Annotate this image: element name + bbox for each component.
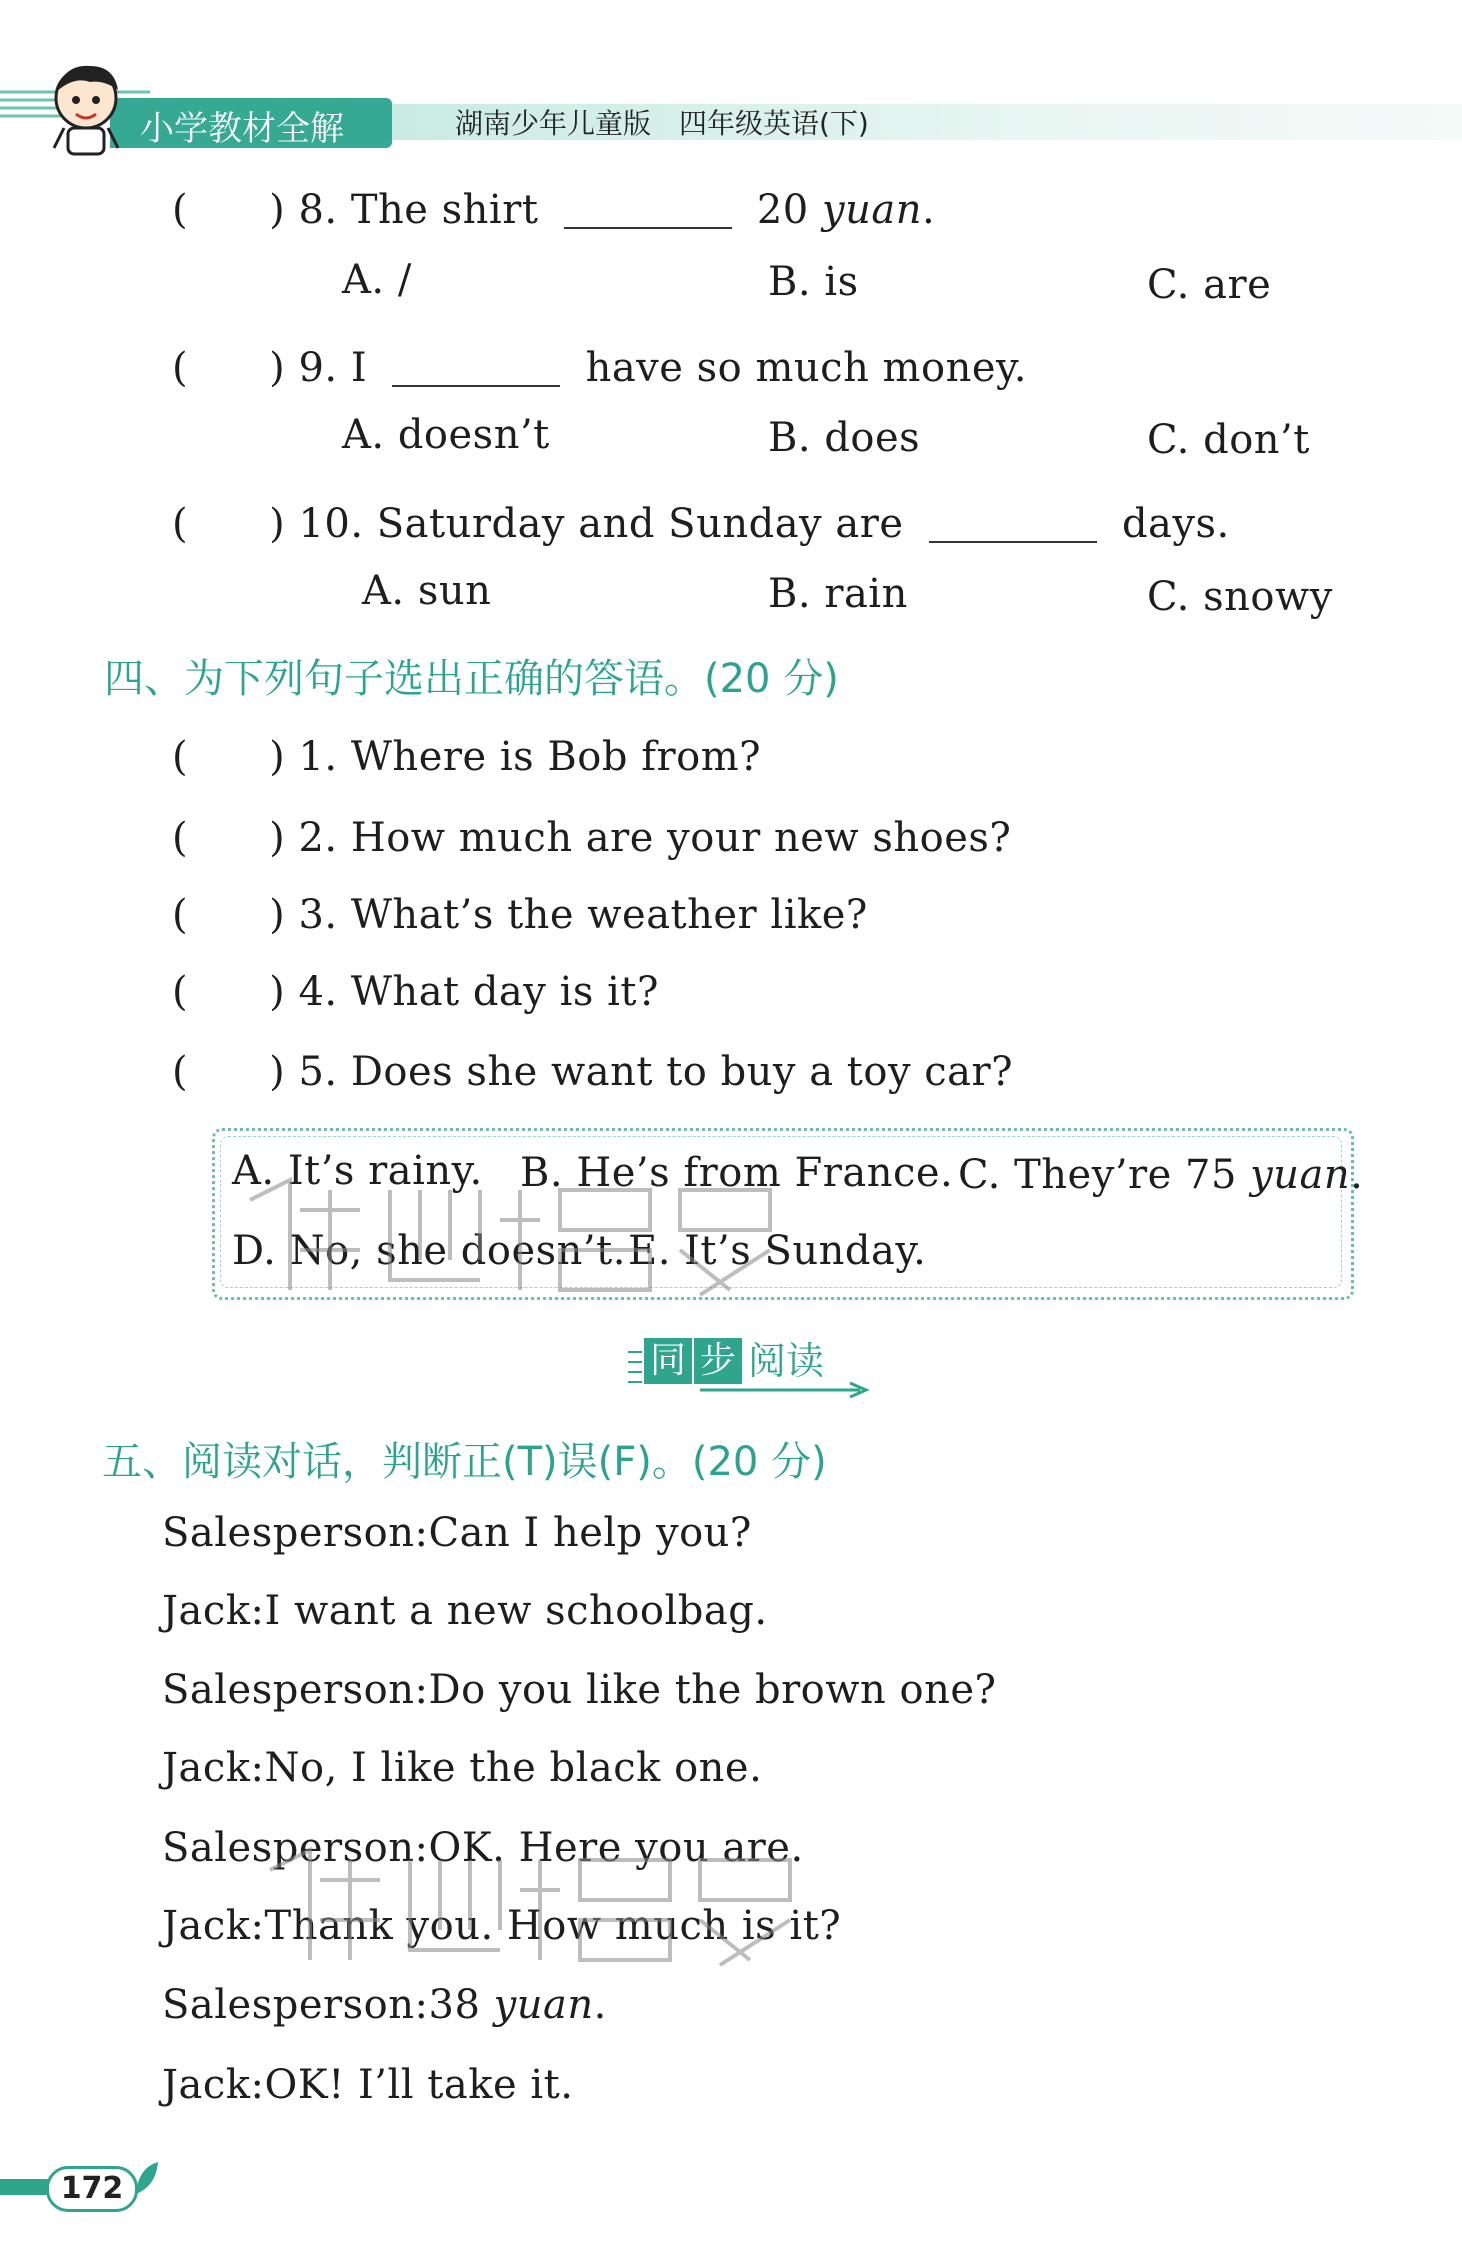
answer-paren[interactable]: ( ) (172, 345, 286, 391)
matching-item (172, 883, 868, 940)
speaker: Jack (162, 1588, 251, 1634)
dialogue-line (162, 1745, 762, 1791)
question-9 (172, 336, 1027, 393)
fill-blank[interactable] (392, 349, 560, 387)
speaker: Jack (162, 1745, 251, 1791)
utterance: No, I like the black one. (264, 1745, 763, 1791)
sync-char-2: 步 (694, 1338, 742, 1384)
matching-item (172, 725, 761, 782)
matching-item (172, 806, 1011, 863)
option-c: C. snowy (1147, 574, 1333, 620)
utterance: 38 (428, 1982, 481, 2028)
answer-paren[interactable]: ( ) (172, 1049, 286, 1095)
item-text: 2. How much are your new shoes? (298, 815, 1012, 861)
option-a: A. / (342, 257, 412, 303)
answer-paren[interactable]: ( ) (172, 734, 286, 780)
option-a: A. sun (362, 568, 492, 614)
sync-rest: 阅读 (748, 1339, 825, 1383)
option-b: B. rain (768, 571, 908, 617)
page-number: 172 (46, 2166, 138, 2212)
book-label: 小学教材全解 (140, 109, 344, 149)
dialogue-line (162, 1510, 752, 1556)
arrow-right-icon (700, 1380, 870, 1400)
sync-char-1: 同 (644, 1338, 692, 1384)
item-text: 4. What day is it? (298, 969, 659, 1015)
dialogue-line (162, 1588, 768, 1634)
question-text: 10. Saturday and Sunday are (298, 501, 904, 547)
separator: : (414, 1825, 429, 1871)
option-b: B. does (768, 415, 921, 461)
option-c: C. are (1147, 262, 1272, 308)
answer-option-d: D. No, she doesn’t. (232, 1228, 626, 1274)
section-4-title: 四、为下列句子选出正确的答语。(20 分) (104, 656, 839, 702)
matching-item (172, 960, 659, 1017)
utterance: OK! I’ll take it. (264, 2062, 574, 2108)
question-text-after: 20 (756, 187, 809, 233)
utterance: Thank you. How much is it? (264, 1903, 842, 1949)
speaker: Jack (162, 1903, 251, 1949)
separator: : (250, 2062, 265, 2108)
matching-item (172, 1040, 1013, 1097)
fill-blank[interactable] (564, 191, 732, 229)
cartoon-boy-icon (34, 58, 134, 158)
answer-option-b: B. He’s from France. (520, 1150, 954, 1196)
answer-paren[interactable]: ( ) (172, 815, 286, 861)
utterance-end: . (593, 1982, 607, 2028)
question-text-italic: yuan (821, 187, 922, 233)
answer-paren[interactable]: ( ) (172, 892, 286, 938)
footer-bar (0, 2179, 50, 2195)
dialogue-line (162, 1667, 996, 1713)
speaker: Salesperson (162, 1825, 415, 1871)
question-text-after: have so much money. (585, 345, 1027, 391)
separator: : (414, 1510, 429, 1556)
question-text-end: . (921, 187, 936, 233)
answer-option-a: A. It’s rainy. (232, 1148, 483, 1194)
speaker: Jack (162, 2062, 251, 2108)
separator: : (414, 1982, 429, 2028)
option-a: A. doesn’t (342, 412, 550, 458)
answer-option-c-italic: yuan (1250, 1152, 1351, 1198)
separator: : (250, 1745, 265, 1791)
answer-paren[interactable]: ( ) (172, 187, 286, 233)
watermark-logo (250, 1840, 810, 1970)
item-text: 3. What’s the weather like? (298, 892, 868, 938)
answer-option-e: E. It’s Sunday. (628, 1228, 927, 1274)
question-10 (172, 492, 1230, 549)
dialogue-line (162, 2062, 573, 2108)
option-c: C. don’t (1147, 417, 1310, 463)
answer-paren[interactable]: ( ) (172, 969, 286, 1015)
question-8 (172, 178, 935, 235)
question-text: 9. I (298, 345, 368, 391)
question-text: 8. The shirt (298, 187, 539, 233)
watermark-logo (230, 1170, 790, 1300)
option-b: B. is (768, 259, 859, 305)
dialogue-line (162, 1982, 607, 2028)
utterance-italic: yuan (493, 1982, 594, 2028)
fill-blank[interactable] (929, 505, 1097, 543)
question-text-after: days. (1121, 501, 1230, 547)
utterance: OK. Here you are. (428, 1825, 804, 1871)
separator: : (414, 1667, 429, 1713)
utterance: I want a new schoolbag. (264, 1588, 768, 1634)
sync-reading-banner (644, 1338, 824, 1384)
answer-paren[interactable]: ( ) (172, 501, 286, 547)
item-text: 1. Where is Bob from? (298, 734, 762, 780)
item-text: 5. Does she want to buy a toy car? (298, 1049, 1014, 1095)
utterance: Can I help you? (428, 1510, 752, 1556)
utterance: Do you like the brown one? (428, 1667, 997, 1713)
speaker: Salesperson (162, 1982, 415, 2028)
answer-option-c-text: C. They’re 75 (958, 1152, 1237, 1198)
answer-option-c-end: . (1350, 1152, 1364, 1198)
answer-option-c (958, 1152, 1363, 1198)
publisher-info: 湖南少年儿童版 四年级英语(下) (455, 107, 869, 140)
speaker: Salesperson (162, 1667, 415, 1713)
separator: : (250, 1903, 265, 1949)
leaf-icon (132, 2158, 162, 2198)
section-5-title: 五、阅读对话，判断正(T)误(F)。(20 分) (102, 1439, 827, 1485)
speaker: Salesperson (162, 1510, 415, 1556)
banner-lines-icon (628, 1346, 642, 1386)
separator: : (250, 1588, 265, 1634)
